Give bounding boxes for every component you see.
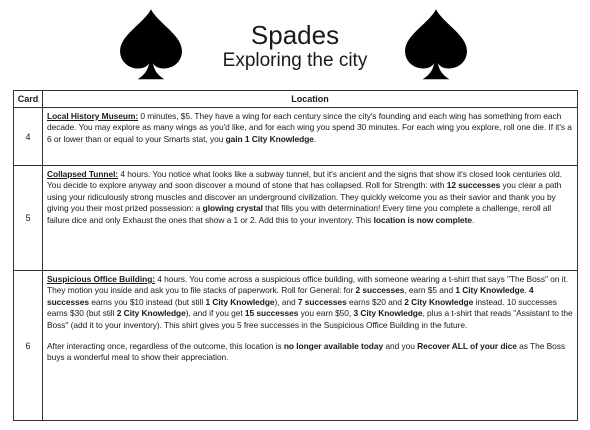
table-header-row [14,91,578,108]
column-header-card: Card [14,91,43,108]
location-description: Local History Museum: 0 minutes, $5. They have a wing for each century since the city's founding and each wing has something from each decade. You may explore as many wings as you'd like, and for each wing you spend 30 minutes. For each wing you explore, roll one die. If it's a 6 or lower than or equal to your Smarts stat, you gain 1 City Knowledge. [43,108,578,166]
card-number: 6 [14,271,43,421]
location-description: Collapsed Tunnel: 4 hours. You notice what looks like a subway tunnel, but it's ancient and the signs that show it's closed look centuries old. You decide to explore anyway and soon discover a mound of stone that has collapsed. Roll for Strength: with 12 successes you clear a path using your ridiculously strong muscles and discover an underground civilization. They quickly welcome you as their savior and thank you by giving you their most prized possession: a glowing crystal that fills you with determination! Every time you complete a challenge, reroll all failure dice and only Exhaust the ones that show a 1 or 2. Add this to your inventory. This location is now complete. [43,166,578,271]
table-row [14,271,578,421]
column-header-location: Location [43,91,578,108]
location-name: Suspicious Office Building: [47,274,155,284]
location-paragraph: Suspicious Office Building: 4 hours. You come across a suspicious office building, with someone wearing a t-shirt that says "The Boss" on it. They motion you inside and ask you to file stacks of paperwork. Roll for General: for 2 successes, earn $5 and 1 City Knowledge. 4 successes earns you $10 instead (but still 1 City Knowledge), and 7 successes earns $20 and 2 City Knowledge instead. 10 successes earns $30 (but still 2 City Knowledge), and if you get 15 successes you earn $50, 3 City Knowledge, plus a t-shirt that reads "Assistant to the Boss" (add it to your inventory). This shirt gives you 5 free successes in the Suspicious Office Building in the future. [47,274,573,330]
card-number: 5 [14,166,43,271]
location-description [43,271,578,421]
page-header [0,0,590,86]
table-row [14,166,578,271]
location-table [13,90,578,421]
location-name: Local History Museum: [47,111,139,121]
location-name: Collapsed Tunnel: [47,169,119,179]
table-row [14,108,578,166]
card-number: 4 [14,108,43,166]
location-paragraph: After interacting once, regardless of the outcome, this location is no longer available today and you Recover ALL of your dice as The Boss buys a wonderful meal to show their appreciation. [47,341,566,363]
spade-icon [402,8,470,82]
page-title: Spades [250,20,340,50]
page-subtitle: Exploring the city [222,50,368,71]
